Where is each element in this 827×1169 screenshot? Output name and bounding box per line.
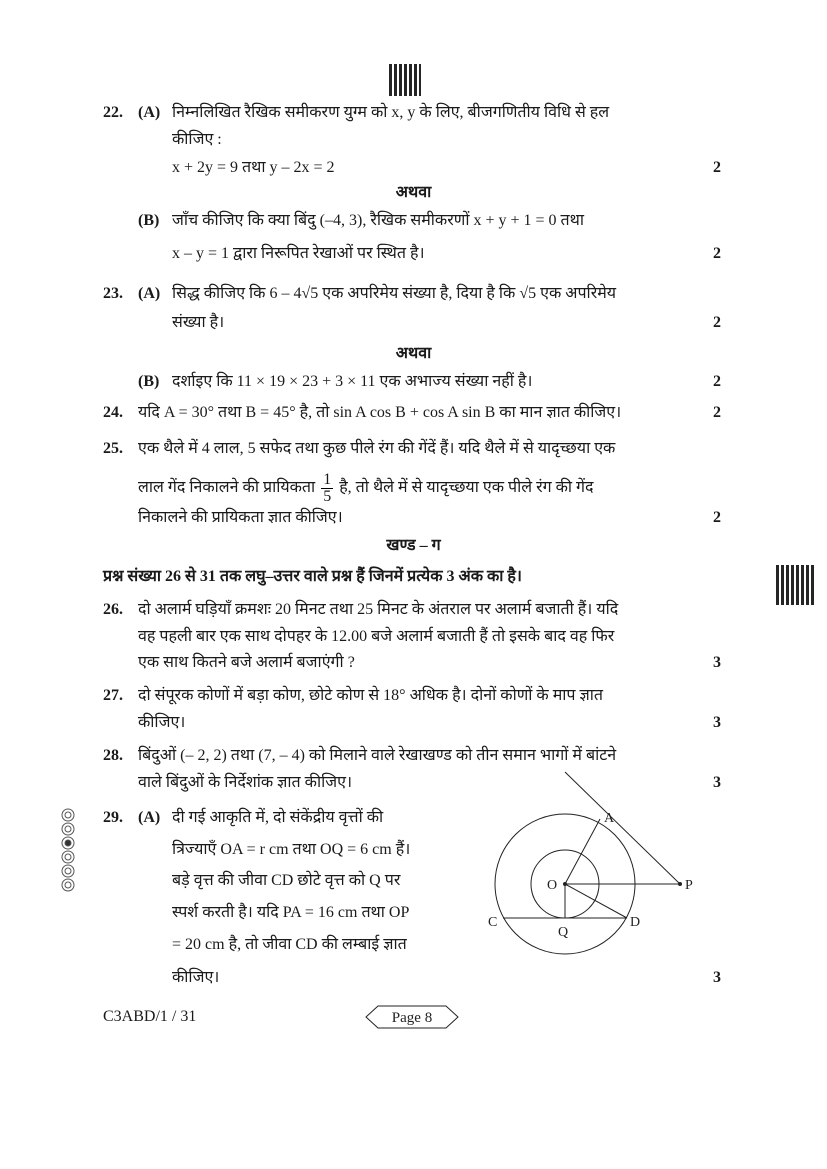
- segment-oa: [565, 819, 600, 884]
- text-fragment: है, तो थैले में से यादृच्छया एक पीले रंग की गेंद: [339, 479, 594, 497]
- question-text: = 20 cm है, तो जीवा CD की लम्बाई ज्ञात: [172, 936, 407, 953]
- question-text: संख्या है।: [172, 314, 225, 331]
- question-number: 26.: [103, 601, 123, 618]
- q22-row1: [0, 102, 827, 124]
- question-text: एक थैले में 4 लाल, 5 सफेद तथा कुछ पीले रंग की गेंदें हैं। यदि थैले में से यादृच्छया एक: [138, 440, 616, 457]
- marks: 2: [713, 314, 721, 331]
- question-text: निकालने की प्रायिकता ज्ञात कीजिए।: [138, 509, 343, 526]
- tangent-line: [565, 772, 680, 884]
- question-text: वह पहली बार एक साथ दोपहर के 12.00 बजे अलार्म बजाती हैं तो इसके बाद वह फिर: [138, 628, 615, 645]
- question-text: बड़े वृत्त की जीवा CD छोटे वृत्त को Q पर: [172, 872, 401, 889]
- marks: 2: [713, 159, 721, 176]
- label-d: D: [630, 915, 641, 930]
- equation: x + 2y = 9 तथा y – 2x = 2: [172, 159, 335, 176]
- question-text: कीजिए।: [138, 714, 186, 731]
- question-text: यदि A = 30° तथा B = 45° है, तो sin A cos B + cos A sin B का मान ज्ञात कीजिए।: [138, 404, 622, 421]
- text-fragment: लाल गेंद निकालने की प्रायिकता: [138, 479, 316, 497]
- qr-code-top: [389, 64, 421, 96]
- question-number: 27.: [103, 687, 123, 704]
- option-label: (A): [138, 809, 161, 826]
- denominator: 5: [323, 488, 332, 505]
- marks: 3: [713, 774, 721, 791]
- segment-od: [565, 884, 627, 918]
- option-label: (A): [138, 104, 161, 121]
- label-p: P: [685, 878, 693, 893]
- marks: 2: [713, 373, 721, 390]
- question-text: निम्नलिखित रैखिक समीकरण युग्म को x, y के लिए, बीजगणितीय विधि से हल: [172, 104, 610, 121]
- question-text: दो अलार्म घड़ियाँ क्रमशः 20 मिनट तथा 25 मिनट के अंतराल पर अलार्म बजाती हैं। यदि: [138, 601, 619, 618]
- question-number: 22.: [103, 104, 123, 121]
- question-text: जाँच कीजिए कि क्या बिंदु (–4, 3), रैखिक समीकरणों x + y + 1 = 0 तथा: [172, 212, 585, 229]
- question-text: दर्शाइए कि 11 × 19 × 23 + 3 × 11 एक अभाज्य संख्या नहीं है।: [172, 373, 533, 390]
- option-label: (B): [138, 373, 160, 390]
- label-o: O: [547, 878, 558, 893]
- label-a: A: [604, 811, 615, 826]
- question-text-with-fraction: [138, 472, 594, 505]
- section-title: खण्ड – ग: [386, 537, 441, 554]
- marks: 3: [713, 654, 721, 671]
- fraction: [321, 472, 333, 505]
- question-text: एक साथ कितने बजे अलार्म बजाएंगी ?: [138, 654, 355, 671]
- question-text: सिद्ध कीजिए कि 6 – 4√5 एक अपरिमेय संख्या है, दिया है कि √5 एक अपरिमेय: [172, 285, 617, 302]
- marks: 2: [713, 404, 721, 421]
- question-text: x – y = 1 द्वारा निरूपित रेखाओं पर स्थित है।: [172, 245, 425, 262]
- marks: 2: [713, 509, 721, 526]
- label-q: Q: [558, 925, 569, 940]
- question-number: 29.: [103, 809, 123, 826]
- page-number: Page 8: [391, 1010, 433, 1026]
- marks: 3: [713, 714, 721, 731]
- question-text: त्रिज्याएँ OA = r cm तथा OQ = 6 cm हैं।: [172, 841, 411, 858]
- marks: 2: [713, 245, 721, 262]
- question-number: 23.: [103, 285, 123, 302]
- question-text: दी गई आकृति में, दो संकेंद्रीय वृत्तों की: [172, 809, 384, 826]
- option-label: (A): [138, 285, 161, 302]
- or-divider: अथवा: [395, 345, 432, 362]
- numerator: 1: [323, 471, 332, 488]
- question-text: दो संपूरक कोणों में बड़ा कोण, छोटे कोण से 18° अधिक है। दोनों कोणों के माप ज्ञात: [138, 687, 604, 704]
- question-number: 28.: [103, 747, 123, 764]
- or-divider: अथवा: [395, 184, 432, 201]
- marks: 3: [713, 969, 721, 986]
- question-text: कीजिए।: [172, 969, 220, 986]
- question-text: स्पर्श करती है। यदि PA = 16 cm तथा OP: [172, 904, 410, 921]
- label-c: C: [488, 915, 498, 930]
- section-instruction: प्रश्न संख्या 26 से 31 तक लघु–उत्तर वाले प्रश्न हैं जिनमें प्रत्येक 3 अंक का है।: [103, 568, 522, 585]
- question-text: बिंदुओं (– 2, 2) तथा (7, – 4) को मिलाने वाले रेखाखण्ड को तीन समान भागों में बांटने: [138, 747, 617, 764]
- concentric-circles-figure: [480, 770, 700, 970]
- question-number: 25.: [103, 440, 123, 457]
- question-text: वाले बिंदुओं के निर्देशांक ज्ञात कीजिए।: [138, 774, 353, 791]
- question-text: कीजिए :: [172, 131, 222, 148]
- page-number-badge: [364, 1004, 460, 1030]
- option-label: (B): [138, 212, 160, 229]
- paper-code: C3ABD/1 / 31: [103, 1008, 197, 1025]
- question-number: 24.: [103, 404, 123, 421]
